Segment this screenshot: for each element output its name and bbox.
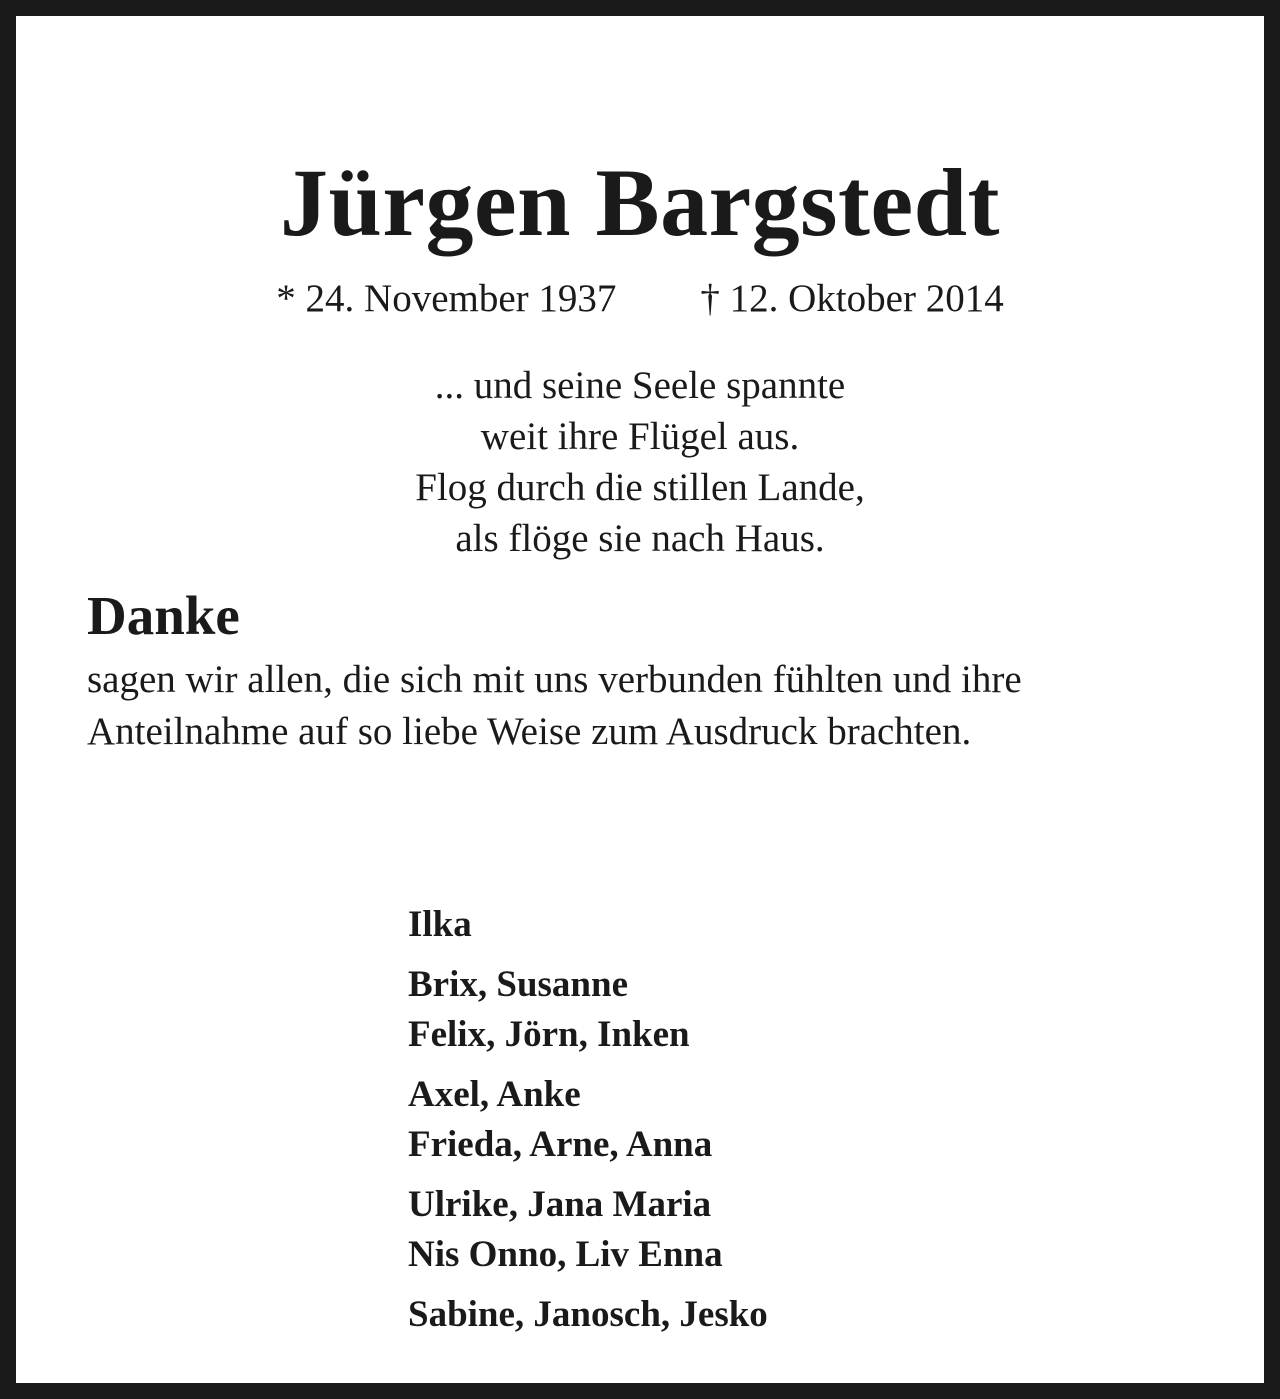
family-group [408,900,768,950]
family-line: Nis Onno, Liv Enna [408,1234,723,1275]
family-line: Ilka [408,904,472,945]
family-line: Sabine, Janosch, Jesko [408,1294,768,1335]
deceased-name: Jürgen Bargstedt [280,149,1000,256]
death-date: † 12. Oktober 2014 [700,277,1004,320]
family-line: Frieda, Arne, Anna [408,1124,713,1165]
family-signatures [408,900,768,1350]
thanks-heading: Danke [87,585,240,646]
verse-line: weit ihre Flügel aus. [480,415,800,458]
family-line: Ulrike, Jana Maria [408,1184,712,1225]
verse-line: ... und seine Seele spannte [434,364,846,407]
family-group [408,960,768,1060]
verse-line: Flog durch die stillen Lande, [415,466,865,509]
family-line: Felix, Jörn, Inken [408,1014,690,1055]
family-line: Brix, Susanne [408,964,629,1005]
verse-line: als flöge sie nach Haus. [455,517,825,560]
thanks-text: sagen wir allen, die sich mit uns verbunden fühlten und ihre Anteilnahme auf so liebe Weise zum Ausdruck brachten. [87,658,1022,753]
family-line: Axel, Anke [408,1074,581,1115]
family-group [408,1290,768,1340]
poem-verse [16,360,1264,564]
family-group [408,1180,768,1280]
birth-date: * 24. November 1937 [276,277,617,320]
life-dates [16,274,1264,324]
family-group [408,1070,768,1170]
